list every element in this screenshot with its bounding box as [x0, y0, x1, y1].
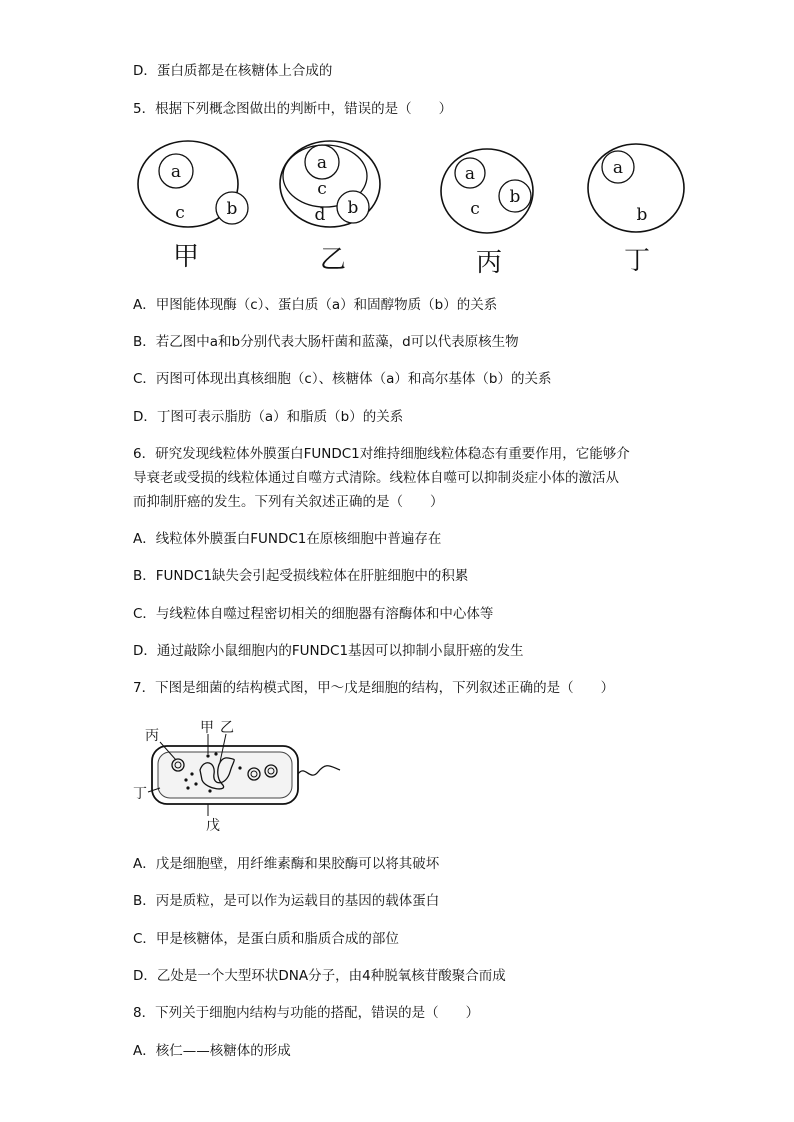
q6-option-b: B．FUNDC1缺失会引起受损线粒体在肝脏细胞中的积累	[133, 568, 469, 584]
q5-option-d: D．丁图可表示脂肪（a）和脂质（b）的关系	[133, 409, 404, 425]
q7-option-d: D．乙处是一个大型环状DNA分子，由4种脱氧核苷酸聚合而成	[133, 968, 506, 984]
q6-stem-line-2: 导衰老或受损的线粒体通过自噬方式清除。线粒体自噬可以抑制炎症小体的激活从	[133, 470, 619, 486]
q4-option-d: D．蛋白质都是在核糖体上合成的	[133, 63, 333, 79]
diagram-bing	[441, 149, 533, 278]
q6-option-c: C．与线粒体自噬过程密切相关的细胞器有溶酶体和中心体等	[133, 606, 494, 622]
q7-option-b: B．丙是质粒，是可以作为运载目的基因的载体蛋白	[133, 893, 440, 909]
yi-label-b: b	[347, 198, 359, 218]
q7-label-wu: 戊	[206, 818, 220, 834]
q5-option-a: A．甲图能体现酶（c）、蛋白质（a）和固醇物质（b）的关系	[133, 297, 498, 313]
diagram-jia	[138, 141, 248, 272]
bing-label-a: a	[464, 164, 476, 184]
q6-stem-line-3: 而抑制肝癌的发生。下列有关叙述正确的是（ ）	[133, 494, 444, 510]
q7-option-c: C．甲是核糖体，是蛋白质和脂质合成的部位	[133, 931, 399, 947]
jia-label-a: a	[170, 162, 182, 182]
diagram-ding	[588, 144, 684, 276]
q5-concept-diagrams	[130, 138, 700, 278]
bing-caption: 丙	[475, 248, 503, 278]
jia-label-c: c	[175, 203, 185, 223]
q5-option-c: C．丙图可体现出真核细胞（c）、核糖体（a）和高尔基体（b）的关系	[133, 371, 552, 387]
yi-label-a: a	[316, 153, 328, 173]
diagram-yi	[280, 141, 380, 275]
yi-label-d: d	[314, 205, 326, 225]
bing-label-b: b	[509, 187, 521, 207]
q7-label-ding: 丁	[133, 786, 147, 802]
bing-label-c: c	[470, 199, 480, 219]
q8-option-a: A．核仁——核糖体的形成	[133, 1043, 291, 1059]
yi-caption: 乙	[319, 245, 347, 275]
jia-label-b: b	[226, 199, 238, 219]
q7-label-bing: 丙	[145, 728, 159, 744]
q6-option-d: D．通过敲除小鼠细胞内的FUNDC1基因可以抑制小鼠肝癌的发生	[133, 643, 524, 659]
q7-option-a: A．戊是细胞壁，用纤维素酶和果胶酶可以将其破坏	[133, 856, 440, 872]
ding-label-b: b	[636, 205, 648, 225]
jia-caption: 甲	[172, 242, 200, 272]
q7-label-jia: 甲	[200, 720, 214, 736]
ding-label-a: a	[612, 158, 624, 178]
q6-option-a: A．线粒体外膜蛋白FUNDC1在原核细胞中普遍存在	[133, 531, 442, 547]
q7-bacterium-diagram	[130, 718, 350, 836]
q6-stem-line-1: 6．研究发现线粒体外膜蛋白FUNDC1对维持细胞线粒体稳态有重要作用，它能够介	[133, 446, 630, 462]
ding-caption: 丁	[623, 246, 651, 276]
q7-stem: 7．下图是细菌的结构模式图，甲～戊是细胞的结构，下列叙述正确的是（ ）	[133, 680, 615, 696]
q7-label-yi: 乙	[220, 720, 234, 736]
q5-stem: 5．根据下列概念图做出的判断中，错误的是（ ）	[133, 101, 453, 117]
q8-stem: 8．下列关于细胞内结构与功能的搭配，错误的是（ ）	[133, 1005, 480, 1021]
q5-option-b: B．若乙图中a和b分别代表大肠杆菌和蓝藻，d可以代表原核生物	[133, 334, 519, 350]
yi-label-c: c	[317, 179, 327, 199]
